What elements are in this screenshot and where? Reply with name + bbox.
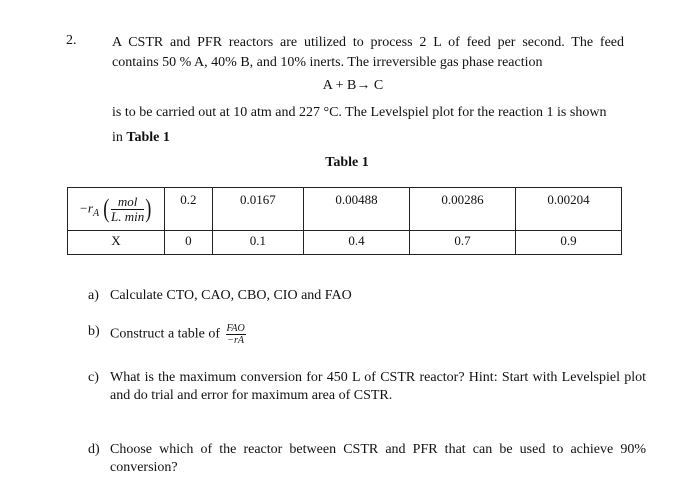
rate-subscript: A	[92, 207, 100, 219]
part-b-text: Construct a table of	[110, 326, 221, 342]
intro-line-2: contains 50 % A, 40% B, and 10% inerts. The irreversible gas phase reaction	[112, 55, 543, 70]
rate-cell: 0.00286	[410, 188, 516, 231]
rate-cell: 0.00204	[515, 188, 621, 231]
rate-row	[68, 188, 622, 231]
part-c-label: c)	[88, 370, 99, 385]
rate-cell: 0.0167	[212, 188, 303, 231]
part-b	[88, 323, 646, 346]
conversion-row-header: X	[68, 231, 165, 255]
rate-unit-fraction	[111, 195, 144, 224]
table-reference-name: Table 1	[126, 130, 170, 145]
conversion-cell: 0.1	[212, 231, 303, 255]
condition-text: is to be carried out at 10 atm and 227 °C. The Levelspiel plot for the reaction 1 is shown	[112, 105, 607, 120]
rate-cell: 0.00488	[304, 188, 410, 231]
part-a-label: a)	[88, 288, 99, 303]
part-b-fraction-denominator: −rA	[227, 335, 244, 346]
table-reference-prefix: in	[112, 130, 123, 145]
reaction-equation: A + B→ C	[322, 78, 384, 93]
conversion-cell: 0.4	[304, 231, 410, 255]
part-b-label: b)	[88, 324, 100, 339]
part-b-fraction-numerator: FAO	[226, 323, 245, 334]
part-a	[88, 287, 646, 305]
conversion-cell: 0	[165, 231, 213, 255]
rate-unit-denominator: L. min	[110, 208, 145, 224]
close-paren: )	[145, 194, 152, 223]
part-a-text: Calculate CTO, CAO, CBO, CIO and FAO	[110, 288, 352, 303]
conversion-cell: 0.9	[515, 231, 621, 255]
part-b-fraction	[226, 323, 246, 346]
conversion-cell: 0.7	[410, 231, 516, 255]
levenspiel-data-table	[67, 187, 622, 255]
rate-symbol: −r	[79, 199, 93, 215]
part-d-label: d)	[88, 442, 100, 457]
part-c-text: What is the maximum conversion for 450 L of CSTR reactor? Hint: Start with Levelspiel plot and do trial and error for maximum area of CSTR.	[110, 370, 646, 403]
table-caption: Table 1	[325, 155, 369, 170]
rate-unit-numerator: mol	[111, 195, 144, 210]
table-reference	[112, 128, 624, 148]
part-c	[88, 369, 646, 405]
question-number: 2.	[66, 33, 77, 48]
question-intro	[112, 33, 624, 73]
rate-row-header	[68, 188, 165, 231]
intro-line-1: A CSTR and PFR reactors are utilized to process 2 L of feed per second. The feed	[112, 35, 624, 50]
part-d-text: Choose which of the reactor between CSTR and PFR that can be used to achieve 90% conversion?	[110, 442, 646, 475]
rate-cell: 0.2	[165, 188, 213, 231]
conversion-row	[68, 231, 622, 255]
open-paren: (	[103, 194, 110, 223]
